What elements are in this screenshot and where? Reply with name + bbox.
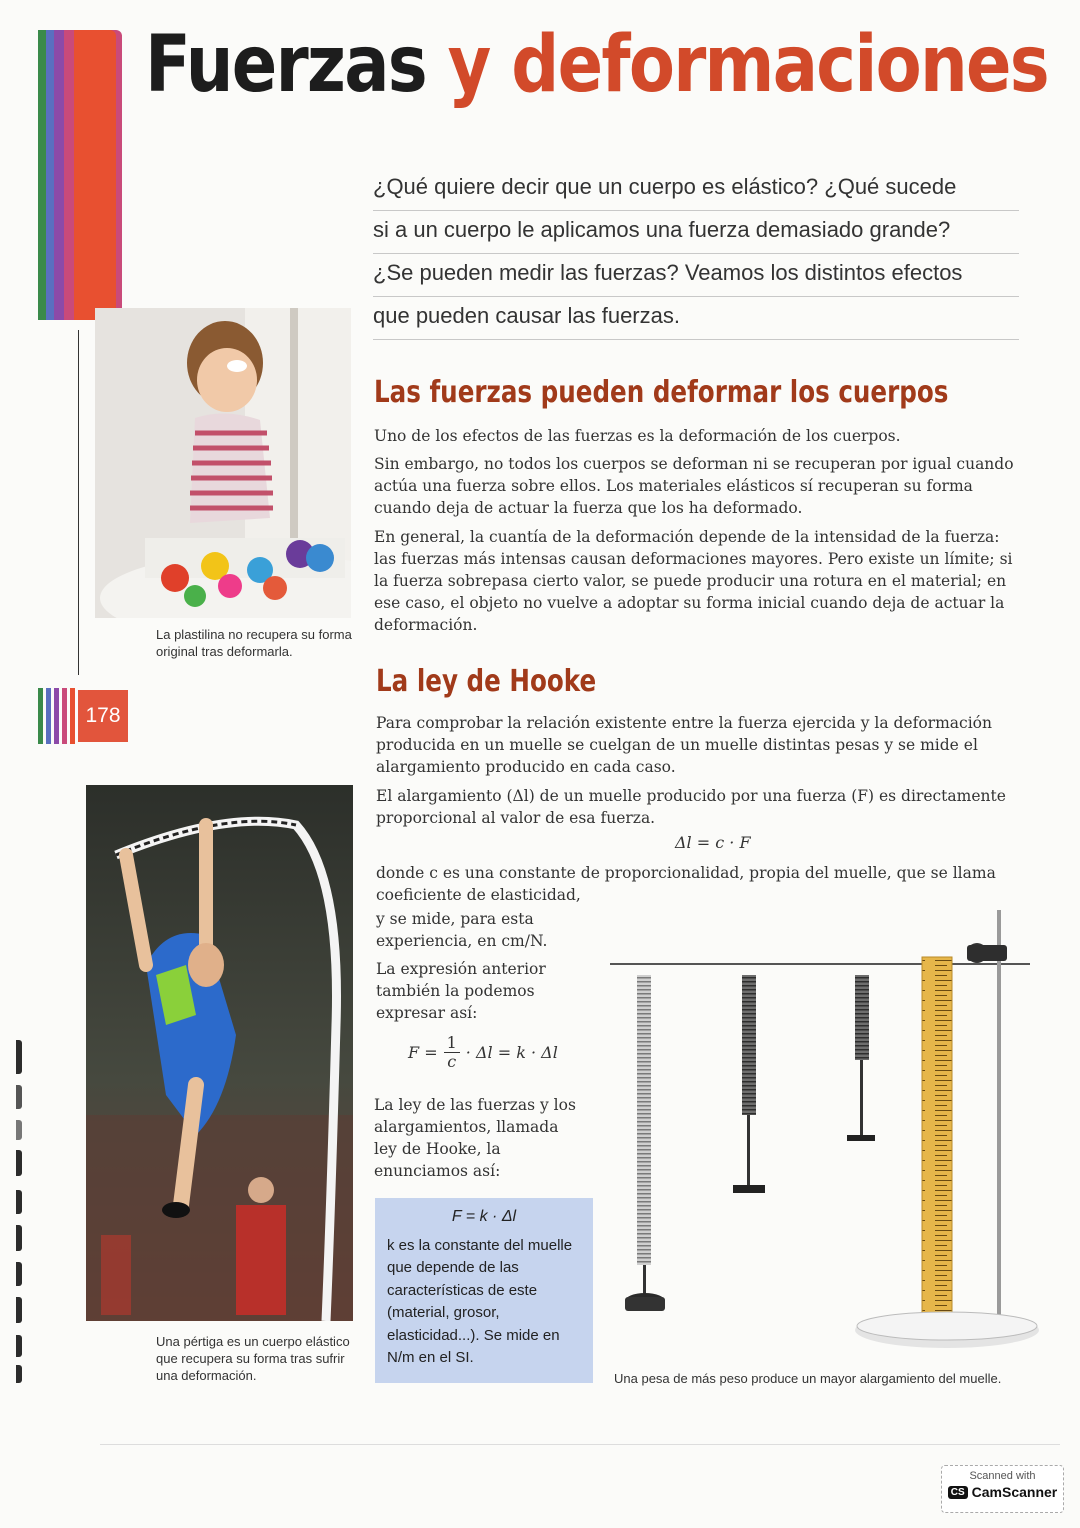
girl-photo-caption: La plastilina no recupera su forma original tras deformarla. bbox=[156, 627, 352, 659]
section2-paragraph: Para comprobar la relación existente entre la fuerza ejercida y la deformación producida en un muelle se cuelgan de un muelle distintas pesas y se mide el alargamiento producido en cada caso. bbox=[376, 714, 992, 776]
title-word-2: y deformaciones bbox=[447, 20, 1048, 110]
section2-paragraph: El alargamiento (Δl) de un muelle producido por una fuerza (F) es directamente proporcional al valor de esa fuerza. bbox=[376, 787, 1006, 827]
intro-line: ¿Se pueden medir las fuerzas? Veamos los distintos efectos bbox=[373, 254, 1019, 297]
section-heading-hooke: La ley de Hooke bbox=[376, 664, 597, 699]
girl-plasticine-photo bbox=[95, 308, 351, 618]
formula-elongation: Δl = c · F bbox=[675, 833, 751, 852]
section2-paragraph: donde c es una constante de proporcionalidad, propia del muelle, que se llama coeficiente de elasticidad, bbox=[376, 864, 996, 904]
scanner-line2: CamScanner bbox=[971, 1484, 1058, 1500]
page-edge-line bbox=[78, 330, 79, 675]
springs-illustration bbox=[605, 905, 1040, 1357]
section2-paragraph: La ley de las fuerzas y los alargamientos, llamada ley de Hooke, la enunciamos así: bbox=[374, 1096, 576, 1180]
section1-paragraph: En general, la cuantía de la deformación depende de la intensidad de la fuerza: las fuerzas más intensas causan deformaciones mayores. Pero existe un límite; si la fuerza sobrepasa cierto valor, se puede producir una rotura en el material; en ese caso, el objeto no vuelve a adoptar su forma inicial cuando deja de actuar la deformación. bbox=[374, 528, 1013, 634]
formula-force bbox=[408, 1034, 558, 1071]
page-title bbox=[145, 20, 1048, 110]
hooke-law-box bbox=[375, 1198, 593, 1383]
hooke-law-text: k es la constante del muelle que depende de las características de este (material, grosor, elasticidad...). Se mide en N/m en el SI. bbox=[387, 1236, 573, 1366]
scanner-brand bbox=[942, 1484, 1063, 1500]
fraction-denominator: c bbox=[447, 1052, 457, 1071]
formula-fraction bbox=[444, 1034, 460, 1071]
page-number-stripes bbox=[38, 688, 80, 744]
springs-caption: Una pesa de más peso produce un mayor alargamiento del muelle. bbox=[614, 1371, 1002, 1386]
title-word-1: Fuerzas bbox=[145, 20, 427, 110]
intro-line: que pueden causar las fuerzas. bbox=[373, 297, 1019, 340]
section1-paragraph: Sin embargo, no todos los cuerpos se deforman ni se recuperan por igual cuando actúa una fuerza sobre ellos. Los materiales elásticos sí recuperan su forma cuando deja de actuar la fuerza que los ha deformado. bbox=[374, 455, 1014, 517]
hooke-law-formula: F = k · Δl bbox=[451, 1208, 517, 1225]
pole-photo-caption: Una pértiga es un cuerpo elástico que recupera su forma tras sufrir una deformación. bbox=[156, 1334, 350, 1383]
section2-paragraph: La expresión anterior también la podemos expresar así: bbox=[376, 960, 546, 1022]
footer-divider bbox=[100, 1444, 1060, 1445]
fraction-numerator: 1 bbox=[444, 1034, 460, 1053]
intro-line: si a un cuerpo le aplicamos una fuerza demasiado grande? bbox=[373, 211, 1019, 254]
pole-vault-photo bbox=[86, 785, 353, 1321]
section1-paragraph: Uno de los efectos de las fuerzas es la deformación de los cuerpos. bbox=[374, 427, 901, 445]
scanner-line1: Scanned with bbox=[969, 1470, 1036, 1482]
page-edge-tabs bbox=[38, 30, 116, 320]
page-number: 178 bbox=[78, 690, 128, 742]
section-heading-deformation: Las fuerzas pueden deformar los cuerpos bbox=[374, 375, 949, 410]
intro-line: ¿Qué quiere decir que un cuerpo es elástico? ¿Qué sucede bbox=[373, 168, 1019, 211]
camscanner-logo-icon: CS bbox=[948, 1486, 968, 1499]
camscanner-watermark bbox=[941, 1465, 1064, 1513]
intro-questions bbox=[373, 168, 1019, 340]
formula-force-right: · Δl = k · Δl bbox=[465, 1043, 558, 1062]
section2-paragraph: y se mide, para esta experiencia, en cm/N. bbox=[376, 910, 548, 950]
formula-force-left: F = bbox=[408, 1043, 438, 1062]
